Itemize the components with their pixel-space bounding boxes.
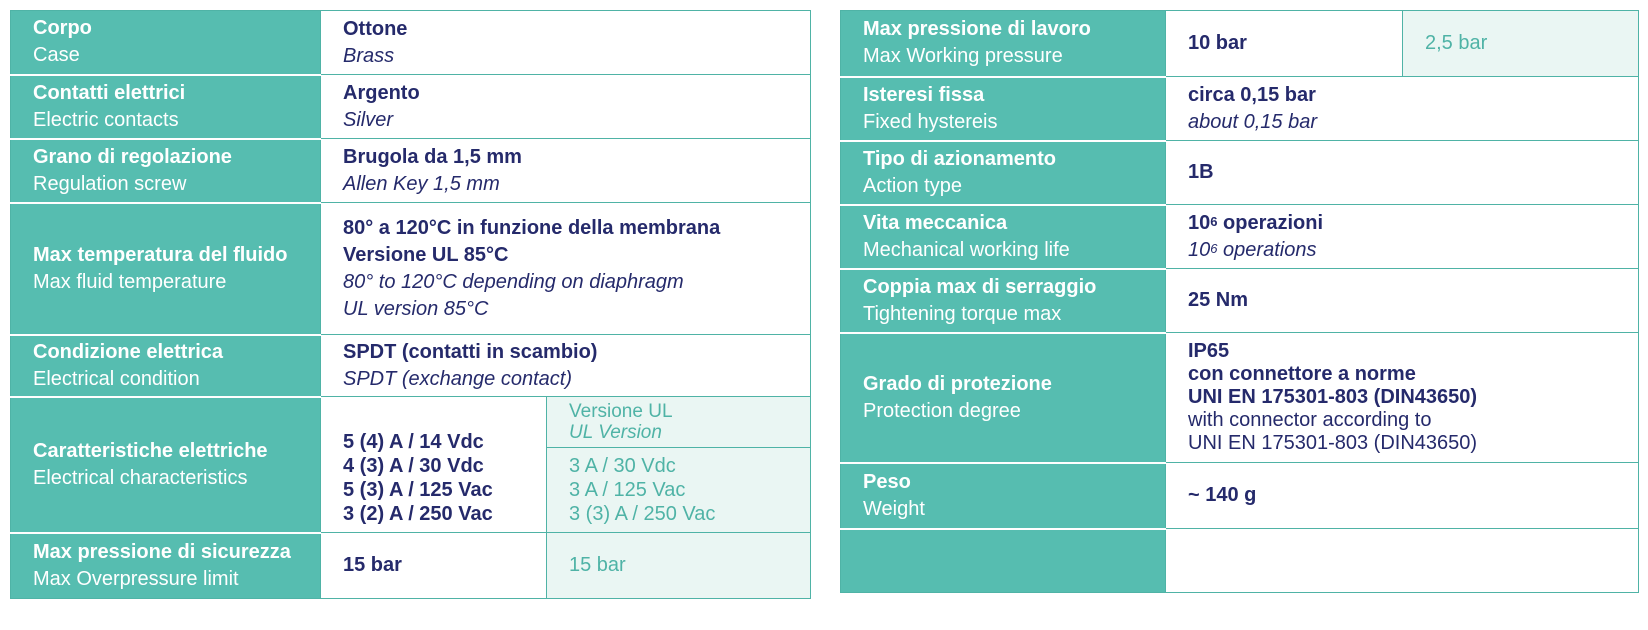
row-label [11, 75, 321, 139]
ul-value-line: 3 A / 30 Vdc [569, 455, 676, 477]
label-it: Grano di regolazione [33, 145, 232, 168]
label-en: Electrical condition [33, 367, 200, 390]
label-en: Max fluid temperature [33, 270, 227, 293]
row-label [841, 269, 1166, 333]
value-exponent: 6 [1210, 213, 1218, 229]
row-value [1166, 11, 1403, 77]
label-it: Condizione elettrica [33, 340, 224, 363]
value: 10 bar [1188, 32, 1247, 54]
label-it: Coppia max di serraggio [863, 275, 1097, 298]
label-it: Vita meccanica [863, 211, 1008, 234]
value-en [1188, 237, 1638, 264]
label-en: Protection degree [863, 399, 1021, 422]
value-line-en: 80° to 120°C depending on diaphragm [343, 270, 684, 293]
label-en: Electrical characteristics [33, 466, 248, 489]
row-label [841, 463, 1166, 529]
table-row [841, 77, 1639, 141]
value-en: Silver [343, 108, 394, 131]
value-line: con connettore a norme [1188, 363, 1416, 385]
ul-value-text: 15 bar [569, 554, 626, 576]
value-line: Versione UL 85°C [343, 243, 509, 266]
value-base: 10 [1188, 211, 1211, 234]
table-row [11, 11, 811, 75]
value-unit: operations [1217, 238, 1317, 261]
value: 15 bar [343, 554, 402, 576]
table-row [11, 139, 811, 203]
row-value [1166, 141, 1639, 205]
value-line: 4 (3) A / 30 Vdc [343, 455, 484, 477]
label-it: Caratteristiche elettriche [33, 439, 268, 462]
table-row [11, 75, 811, 139]
row-label [841, 333, 1166, 463]
row-label [841, 11, 1166, 77]
ul-value [547, 397, 811, 533]
ul-value [1403, 11, 1639, 77]
value-base: 10 [1188, 238, 1211, 261]
row-value [321, 203, 811, 335]
value-exponent: 6 [1210, 240, 1218, 256]
row-value [321, 335, 811, 397]
row-label [841, 141, 1166, 205]
left-spec-table [10, 10, 811, 599]
label-it: Max temperatura del fluido [33, 243, 288, 266]
label-en: Mechanical working life [863, 238, 1070, 261]
table-row [841, 11, 1639, 77]
table-row [11, 397, 811, 533]
row-label [11, 335, 321, 397]
row-label [841, 529, 1166, 593]
ul-header-it: Versione UL [569, 401, 673, 422]
row-value [321, 139, 811, 203]
table-row [841, 269, 1639, 333]
table-row [841, 529, 1639, 593]
value: 25 Nm [1188, 289, 1249, 311]
label-it: Peso [863, 470, 911, 493]
row-label [11, 139, 321, 203]
label-it: Isteresi fissa [863, 83, 985, 106]
value-line: 5 (4) A / 14 Vdc [343, 431, 484, 453]
row-value [1166, 529, 1639, 593]
row-value [1166, 333, 1639, 463]
row-value [321, 533, 547, 599]
value-line-en: UL version 85°C [343, 297, 489, 320]
value-line: 80° a 120°C in funzione della membrana [343, 216, 721, 239]
label-it: Grado di protezione [863, 372, 1052, 395]
table-row [841, 205, 1639, 269]
ul-value-line: 3 (3) A / 250 Vac [569, 503, 716, 525]
table-row [11, 533, 811, 599]
label-it: Corpo [33, 17, 92, 40]
row-label [11, 533, 321, 599]
ul-value-text: 2,5 bar [1425, 32, 1488, 54]
value-it: Ottone [343, 17, 408, 40]
row-value [321, 75, 811, 139]
table-row [841, 141, 1639, 205]
value-en: Allen Key 1,5 mm [343, 172, 500, 195]
ul-header [569, 401, 810, 447]
table-row [11, 203, 811, 335]
row-label [841, 77, 1166, 141]
row-value [1166, 269, 1639, 333]
label-en: Tightening torque max [863, 302, 1062, 325]
value-it: SPDT (contatti in scambio) [343, 340, 598, 363]
value-it: Brugola da 1,5 mm [343, 145, 522, 168]
table-row [841, 333, 1639, 463]
value-it [1188, 210, 1638, 237]
row-value [321, 397, 547, 533]
value-en: Brass [343, 44, 395, 67]
row-value [1166, 205, 1639, 269]
row-label [11, 397, 321, 533]
table-row [11, 335, 811, 397]
row-label [11, 203, 321, 335]
value-line: 5 (3) A / 125 Vac [343, 479, 493, 501]
value-line: UNI EN 175301-803 (DIN43650) [1188, 386, 1478, 408]
value-line-en: UNI EN 175301-803 (DIN43650) [1188, 432, 1478, 454]
table-row [841, 463, 1639, 529]
label-en: Fixed hystereis [863, 110, 998, 133]
row-value [1166, 463, 1639, 529]
label-it: Max pressione di sicurezza [33, 540, 291, 563]
label-en: Case [33, 44, 80, 67]
row-label [841, 205, 1166, 269]
value-line-en: with connector according to [1188, 409, 1432, 431]
label-en: Weight [863, 497, 925, 520]
ul-value-line: 3 A / 125 Vac [569, 479, 686, 501]
value: ~ 140 g [1188, 484, 1257, 506]
value-line: 3 (2) A / 250 Vac [343, 503, 493, 525]
label-it: Contatti elettrici [33, 81, 186, 104]
label-en: Regulation screw [33, 172, 187, 195]
value-line: IP65 [1188, 340, 1230, 362]
value-it: circa 0,15 bar [1188, 83, 1316, 106]
row-value [321, 11, 811, 75]
label-en: Max Working pressure [863, 45, 1063, 68]
ul-value [547, 533, 811, 599]
row-value [1166, 77, 1639, 141]
ul-values [547, 447, 810, 526]
label-en: Action type [863, 174, 962, 197]
label-it: Tipo di azionamento [863, 147, 1056, 170]
label-en: Electric contacts [33, 108, 179, 131]
value-unit: operazioni [1217, 211, 1324, 234]
ul-header-en: UL Version [569, 422, 662, 443]
value-it: Argento [343, 81, 420, 104]
value-en: SPDT (exchange contact) [343, 367, 572, 390]
value: 1B [1188, 161, 1214, 183]
right-spec-table [840, 10, 1639, 593]
label-en: Max Overpressure limit [33, 567, 239, 590]
label-it: Max pressione di lavoro [863, 18, 1091, 41]
row-label [11, 11, 321, 75]
value-en: about 0,15 bar [1188, 110, 1317, 133]
